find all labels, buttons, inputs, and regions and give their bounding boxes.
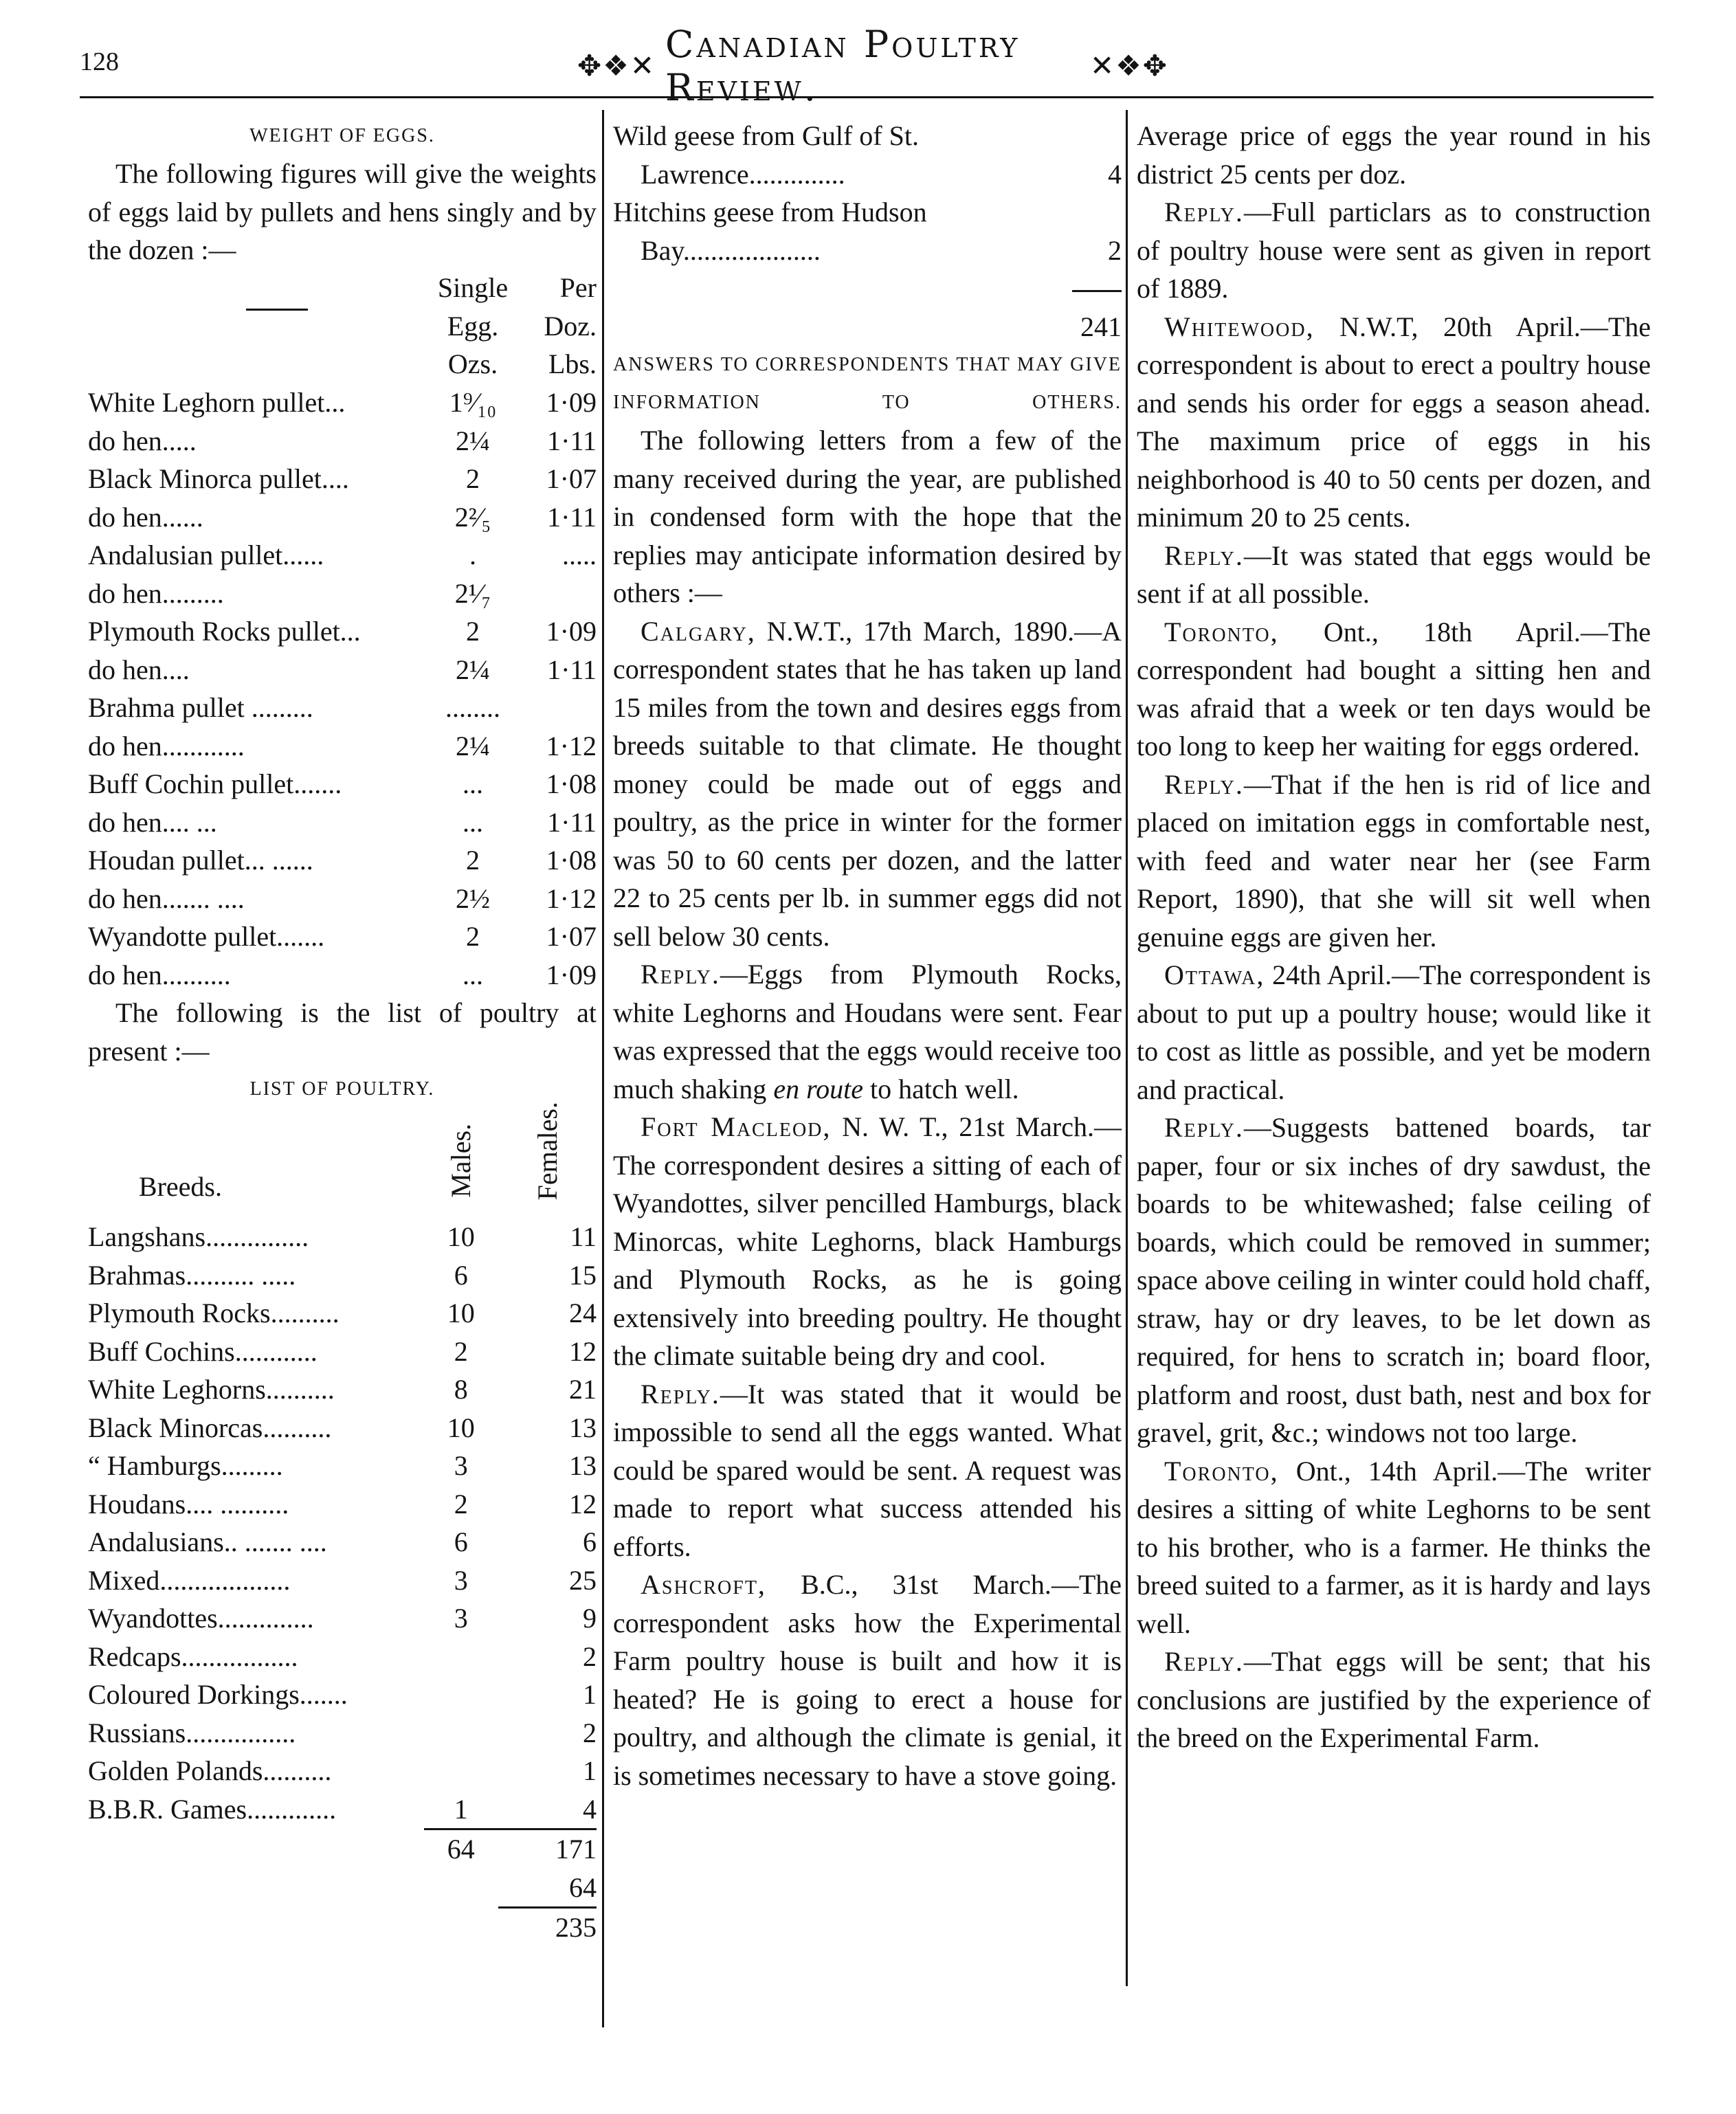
- females-count: 1: [583, 1679, 597, 1710]
- weight-row: [88, 765, 597, 803]
- poultry-row: [88, 1599, 597, 1638]
- poultry-table: [88, 1101, 597, 1947]
- males-count: 6: [454, 1259, 468, 1291]
- weights-intro: The following figures will give the weights of eggs laid by pullets and hens singly and by the dozen :—: [88, 158, 597, 265]
- place-toronto-1: Toronto,: [1164, 616, 1279, 647]
- letter-calgary-text: N.W.T., 17th March, 1890.—A correspondent states that he has taken up land 15 miles from the town and desires eggs from breeds suitable to that climate. He thought money could be made out of eggs and poultry, as the price in winter for the former was 50 to 60 cents per dozen, and the latter 22 to 25 cents per lb. in summer eggs did not sell below 30 cents.: [613, 615, 1122, 952]
- females-count: 13: [569, 1412, 597, 1443]
- geese-2-row: [613, 232, 1122, 270]
- weight-name: Brahma pullet .........: [88, 692, 313, 723]
- place-whitewood: Whitewood,: [1164, 311, 1315, 342]
- weight-row: [88, 689, 597, 727]
- weight-single: ...: [463, 768, 483, 799]
- poultry-row: [88, 1409, 597, 1447]
- reply-3-text: —Full particlars as to construction of poultry house were sent as given in report of 1889.: [1137, 197, 1651, 304]
- males-count: 8: [454, 1374, 468, 1405]
- weight-per-dozen: 1·08: [546, 845, 597, 876]
- weight-name: do hen....... ....: [88, 882, 245, 914]
- breed-name: White Leghorns..........: [88, 1374, 335, 1405]
- column-2: [613, 117, 1122, 1794]
- males-count: 10: [447, 1298, 475, 1328]
- right-ornament-icon: ✕❖✥: [1089, 51, 1168, 82]
- weight-per-dozen: 1·11: [547, 806, 597, 838]
- weight-single: 2²⁄₅: [454, 501, 491, 533]
- single-header-3: Ozs.: [447, 348, 498, 380]
- reply-1-label: Reply.: [641, 959, 720, 990]
- weight-row: [88, 575, 597, 613]
- weight-name: Plymouth Rocks pullet...: [88, 616, 361, 647]
- weight-per-dozen: 1·09: [546, 616, 597, 647]
- weight-row: [88, 536, 597, 575]
- weight-row: [88, 803, 597, 842]
- poultry-row: [88, 1752, 597, 1790]
- geese-2-count: 2: [1108, 234, 1122, 266]
- weight-name: do hen..........: [88, 959, 231, 990]
- males-count: 2: [454, 1335, 468, 1367]
- breed-name: Andalusians.. ....... ....: [88, 1526, 327, 1557]
- males-count: [424, 1638, 498, 1676]
- breed-name: Black Minorcas..........: [88, 1412, 332, 1443]
- weight-single: 2½: [456, 882, 490, 914]
- males-count: 1: [454, 1793, 468, 1825]
- weight-per-dozen: 1·08: [546, 768, 597, 799]
- masthead: [577, 23, 1168, 109]
- females-count: 4: [583, 1793, 597, 1825]
- weight-row: [88, 727, 597, 766]
- females-count: 25: [569, 1564, 597, 1596]
- females-count: 1: [583, 1755, 597, 1786]
- breed-name: Redcaps.................: [88, 1640, 298, 1672]
- reply-3-label: Reply.: [1164, 197, 1244, 227]
- weight-row: [88, 460, 597, 498]
- weight-row: [88, 917, 597, 956]
- weight-per-dozen: 1·11: [547, 654, 597, 685]
- reply-1-text-a: —Eggs from Plymouth Rocks, white Leghorns and Houdans were sent. Fear was expressed that the eggs would receive too much shaking: [613, 959, 1122, 1104]
- breed-name: Plymouth Rocks..........: [88, 1298, 340, 1328]
- reply-1-text-b: to hatch well.: [870, 1073, 1019, 1104]
- males-count: 3: [454, 1603, 468, 1634]
- breed-name: Mixed...................: [88, 1564, 291, 1596]
- breed-name: Golden Polands..........: [88, 1755, 332, 1786]
- breed-name: B.B.R. Games.............: [88, 1794, 337, 1825]
- weight-name: Buff Cochin pullet.......: [88, 768, 342, 799]
- weight-row: [88, 841, 597, 880]
- poultry-row: [88, 1714, 597, 1753]
- reply-5-text: —That if the hen is rid of lice and placed on imitation eggs in comfortable nest, with feed and water near her (see Farm Report, 1890), that she will sit well when genuine eggs are given her.: [1137, 768, 1651, 953]
- place-fort-macleod: Fort Macleod,: [641, 1111, 832, 1142]
- breed-name: Houdans.... ..........: [88, 1488, 289, 1520]
- column-rule-2: [1126, 110, 1128, 1986]
- reply-7-text: —That eggs will be sent; that his conclusions are justified by the experience of the breed on the Experimental Farm.: [1137, 1646, 1651, 1753]
- weight-name: White Leghorn pullet...: [88, 387, 346, 418]
- letter-fort-macleod-text: N. W. T., 21st March.—The correspondent desires a sitting of each of Wyandottes, silver pencilled Hamburgs, black Minorcas, white Leghorns, black Hamburgs and Plymouth Rocks, as he is going extensively into breeding poultry. He thought the climate suitable being dry and cool.: [613, 1111, 1122, 1371]
- poultry-row: [88, 1485, 597, 1524]
- males-count: 3: [454, 1564, 468, 1596]
- weight-name: do hen.....: [88, 425, 197, 456]
- geese-total: 241: [1080, 311, 1122, 342]
- reply-2-text: —It was stated that it would be impossible to send all the eggs wanted. What could be spared would be sent. A request was made to report what success attended his efforts.: [613, 1378, 1122, 1562]
- letter-ashcroft-text: B.C., 31st March.—The correspondent asks how the Experimental Farm poultry house is built and how it is heated? He is going to erect a house for poultry, and although the climate is genial, it is sometimes necessary to have a stove going.: [613, 1569, 1122, 1791]
- letter-whitewood: [1137, 308, 1651, 537]
- geese-1-count: 4: [1108, 158, 1122, 190]
- geese-2-line-b: Bay....................: [641, 234, 821, 266]
- breed-name: Russians................: [88, 1717, 296, 1748]
- females-count: 12: [569, 1488, 597, 1520]
- letter-fort-macleod: [613, 1108, 1122, 1375]
- reply-3: [1137, 193, 1651, 308]
- poultry-row: [88, 1294, 597, 1333]
- answers-heading: ANSWERS TO CORRESPONDENTS THAT MAY GIVE INFORMATION TO OTHERS.: [613, 354, 1122, 413]
- weight-row: [88, 498, 597, 537]
- breed-name: Wyandottes..............: [88, 1603, 314, 1634]
- answers-intro: The following letters from a few of the many received during the year, are published in condensed form with the hope that the replies may anticipate information desired by others :—: [613, 425, 1122, 608]
- males-total: 64: [424, 1829, 498, 1869]
- weights-heading: WEIGHT OF EGGS.: [249, 125, 435, 146]
- females-count: 11: [570, 1221, 597, 1252]
- weight-per-dozen: .....: [562, 539, 597, 570]
- place-ottawa: Ottawa,: [1164, 959, 1265, 990]
- weight-single: 2: [466, 463, 480, 494]
- breeds-header: Breeds.: [138, 1170, 222, 1202]
- reply-4: [1137, 537, 1651, 613]
- breed-name: Langshans...............: [88, 1221, 309, 1252]
- masthead-title: Canadian Poultry Review.: [665, 23, 1021, 109]
- weight-single: 2: [466, 921, 480, 952]
- weight-per-dozen: [514, 689, 597, 727]
- reply-5: [1137, 766, 1651, 957]
- weight-name: do hen......: [88, 501, 203, 533]
- weight-per-dozen: 1·07: [546, 463, 597, 494]
- males-count: 6: [454, 1526, 468, 1557]
- letter-ottawa: [1137, 956, 1651, 1109]
- breed-name: Coloured Dorkings.......: [88, 1679, 348, 1710]
- weight-per-dozen: 1·07: [546, 921, 597, 952]
- list-heading: LIST OF POULTRY.: [249, 1078, 435, 1100]
- weight-per-dozen: 1·12: [546, 730, 597, 761]
- letter-toronto-2-text: Ont., 14th April.—The writer desires a sitting of white Leghorns to be sent to his brother, who is a farmer. He thinks the breed suited to a farmer, as it is hardy and lays well.: [1137, 1455, 1651, 1639]
- list-intro: The following is the list of poultry at present :—: [88, 997, 597, 1067]
- females-count: 2: [583, 1640, 597, 1672]
- females-count: 9: [583, 1603, 597, 1634]
- weight-name: Black Minorca pullet....: [88, 463, 349, 494]
- single-header-2: Egg.: [447, 310, 499, 342]
- geese-1-line-a: Wild geese from Gulf of St.: [613, 120, 919, 151]
- weight-single: ...: [463, 959, 483, 990]
- reply-6-label: Reply.: [1164, 1112, 1244, 1143]
- males-carry: 64: [569, 1871, 597, 1903]
- reply-4-text: —It was stated that eggs would be sent if at all possible.: [1137, 539, 1651, 609]
- reply-7-label: Reply.: [1164, 1646, 1244, 1677]
- females-count: 24: [569, 1298, 597, 1328]
- header-dash: [246, 309, 308, 311]
- weight-row: [88, 956, 597, 994]
- reply-5-label: Reply.: [1164, 768, 1244, 800]
- place-ashcroft: Ashcroft,: [641, 1569, 766, 1600]
- left-ornament-icon: ✥❖✕: [577, 51, 656, 82]
- reply-4-label: Reply.: [1164, 539, 1244, 571]
- poultry-row: [88, 1676, 597, 1714]
- weight-name: Andalusian pullet......: [88, 539, 324, 570]
- weight-row: [88, 422, 597, 460]
- poultry-row: [88, 1447, 597, 1485]
- males-count: 3: [454, 1450, 468, 1481]
- males-count: 2: [454, 1488, 468, 1520]
- per-header-1: Per: [559, 272, 597, 304]
- grand-total: 235: [498, 1908, 597, 1947]
- weight-single: 2¼: [456, 730, 490, 761]
- weight-single: 2: [466, 616, 480, 647]
- geese-2-line-a: Hitchins geese from Hudson: [613, 197, 927, 227]
- poultry-row: [88, 1561, 597, 1600]
- reply-6-text: —Suggests battened boards, tar paper, four or six inches of dry sawdust, the boards to be whitewashed; false ceiling of boards, which could be removed in summer; space above ceiling in winter could hold chaff, straw, hay or dry leaves, to be let down as required, for hens to scratch in; board floor, platform and roost, dust bath, nest and box for gravel, grit, &c.; windows not too large.: [1137, 1112, 1651, 1448]
- weight-single: ...: [463, 806, 483, 838]
- per-header-2: Doz.: [544, 310, 597, 342]
- females-count: 15: [569, 1259, 597, 1291]
- weight-row: [88, 651, 597, 689]
- letter-toronto-1: [1137, 613, 1651, 766]
- column-3: [1137, 117, 1651, 1757]
- per-header-3: Lbs.: [548, 348, 597, 380]
- females-header: Females.: [531, 1101, 563, 1200]
- place-toronto-2: Toronto,: [1164, 1455, 1279, 1487]
- poultry-row: [88, 1256, 597, 1295]
- weight-per-dozen: 1·11: [547, 501, 597, 533]
- reply-2: [613, 1375, 1122, 1566]
- females-count: 21: [569, 1374, 597, 1405]
- weight-row: [88, 383, 597, 422]
- poultry-row: [88, 1333, 597, 1371]
- page-number: 128: [80, 47, 119, 76]
- weight-single: 2¹⁄₇: [454, 577, 491, 609]
- weight-name: do hen.... ...: [88, 806, 217, 838]
- breed-name: “ Hamburgs.........: [88, 1450, 283, 1481]
- weight-row: [88, 612, 597, 651]
- geese-total-rule: [1072, 290, 1122, 292]
- geese-1-line-b: Lawrence..............: [641, 158, 845, 190]
- reply-1-italic: en route: [773, 1073, 864, 1104]
- reply-6: [1137, 1109, 1651, 1452]
- females-count: 13: [569, 1450, 597, 1481]
- letter-calgary: [613, 612, 1122, 956]
- header-rule: [80, 96, 1654, 98]
- column-rule-1: [602, 110, 604, 2027]
- females-total: 171: [498, 1829, 597, 1869]
- weight-single: 2¼: [456, 425, 490, 456]
- letter-ottawa-text: 24th April.—The correspondent is about to put up a poultry house; would like it to cost as little as possible, and yet be modern and practical.: [1137, 959, 1651, 1105]
- weight-name: do hen............: [88, 730, 245, 761]
- letter-toronto-1-text: Ont., 18th April.—The correspondent had bought a sitting hen and was afraid that a week or ten days would be too long to keep her waiting for eggs ordered.: [1137, 616, 1651, 761]
- reply-7: [1137, 1643, 1651, 1757]
- reply-2-label: Reply.: [641, 1378, 720, 1410]
- poultry-row: [88, 1370, 597, 1409]
- weight-row: [88, 880, 597, 918]
- weight-single: 2¼: [456, 654, 490, 685]
- breed-name: Buff Cochins............: [88, 1335, 318, 1367]
- place-calgary: Calgary,: [641, 615, 756, 647]
- weight-per-dozen: 1·12: [546, 882, 597, 914]
- males-count: [424, 1752, 498, 1790]
- weight-name: Wyandotte pullet.......: [88, 921, 325, 952]
- females-count: 6: [583, 1526, 597, 1557]
- ashcroft-continued: Average price of eggs the year round in his district 25 cents per doz.: [1137, 120, 1651, 190]
- weight-name: do hen.........: [88, 577, 224, 609]
- poultry-row: [88, 1218, 597, 1256]
- geese-1-row: [613, 155, 1122, 194]
- letter-whitewood-text: N.W.T, 20th April.—The correspondent is about to erect a poultry house and sends his order for eggs a season ahead. The maximum price of eggs in his neighborhood is 40 to 50 cents per dozen, and minimum 20 to 25 cents.: [1137, 311, 1651, 533]
- weight-per-dozen: 1·09: [546, 959, 597, 990]
- letter-ashcroft: [613, 1566, 1122, 1794]
- breed-name: Brahmas.......... .....: [88, 1259, 296, 1291]
- males-count: 10: [447, 1221, 475, 1252]
- weight-per-dozen: 1·09: [546, 387, 597, 418]
- reply-1: [613, 955, 1122, 1108]
- single-header-1: Single: [437, 272, 509, 304]
- weights-table: [88, 269, 597, 994]
- males-count: 10: [447, 1412, 475, 1443]
- males-count: [424, 1676, 498, 1714]
- males-header: Males.: [445, 1123, 477, 1198]
- weight-name: Houdan pullet... ......: [88, 845, 313, 876]
- weight-per-dozen: 1·11: [547, 425, 597, 456]
- females-count: 2: [583, 1717, 597, 1748]
- weight-per-dozen: [514, 575, 597, 613]
- weight-single: 1⁹⁄₁₀: [449, 387, 497, 418]
- males-count: [424, 1714, 498, 1753]
- weight-single: .: [469, 539, 476, 570]
- weight-single: ........: [445, 692, 500, 723]
- females-count: 12: [569, 1335, 597, 1367]
- poultry-row: [88, 1790, 597, 1829]
- letter-toronto-2: [1137, 1452, 1651, 1643]
- poultry-row: [88, 1523, 597, 1561]
- poultry-row: [88, 1638, 597, 1676]
- weight-name: do hen....: [88, 654, 190, 685]
- weight-single: 2: [466, 845, 480, 876]
- column-1: [88, 117, 597, 1947]
